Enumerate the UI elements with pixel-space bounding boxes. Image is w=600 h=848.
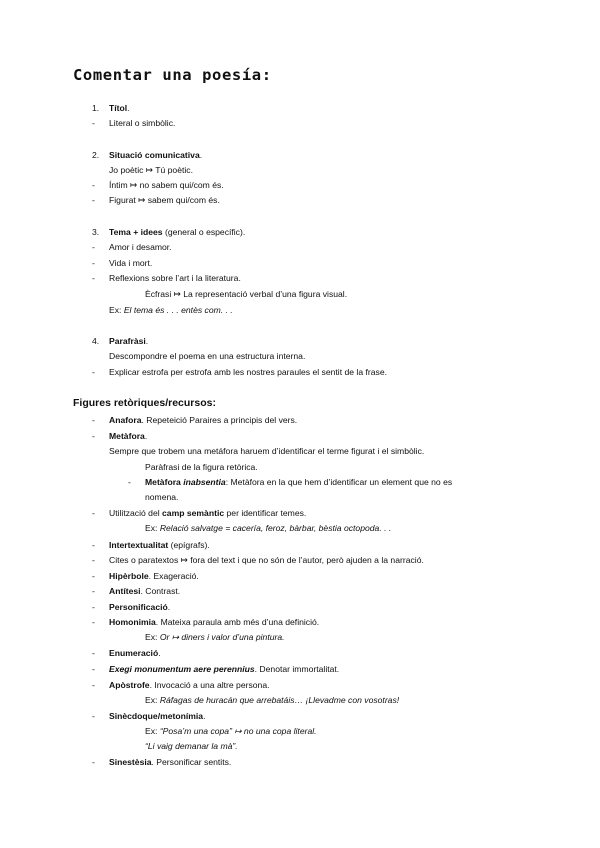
list-item: Personificació. [109,602,171,612]
section-number: 1. [92,103,100,113]
example: Ex: “Posa’m una copa” ↦ no una copa literal. [145,726,317,736]
section-heading: Títol. [109,103,130,113]
list-item: Sinècdoque/metonímia. [109,711,206,721]
list-item: Hipèrbole. Exageració. [109,571,199,581]
example: Ex: Ráfagas de huracán que arrebatáis… ¡Llevadme con vosotras! [145,695,400,705]
list-item: Anafora. Repeteició Paraires a principis del vers. [109,415,298,425]
list-item: Literal o simbòlic. [109,118,176,128]
list-item: Utilització del camp semàntic per identificar temes. [109,508,307,518]
list-item: Exegi monumentum aere perennius. Denotar immortalitat. [109,664,340,674]
figures-heading: Figures retòriques/recursos: [73,397,216,409]
section-heading: Parafràsi. [109,336,149,346]
section-number: 3. [92,227,100,237]
list-item: Reflexions sobre l’art i la literatura. [109,273,241,283]
example-continued: “Li vaig demanar la mà”. [145,741,238,751]
list-item: Sinestèsia. Personificar sentits. [109,757,232,767]
list-item: Antítesi. Contrast. [109,586,181,596]
page-title: Comentar una poesía: [73,66,272,84]
list-item: Figurat ↦ sabem qui/com és. [109,195,220,205]
section-number: 4. [92,336,100,346]
sub-list-item-continued: nomena. [145,492,179,502]
list-item: Apòstrofe. Invocació a una altre persona. [109,680,270,690]
list-item: Enumeració. [109,648,161,658]
paragraph: Sempre que trobem una metáfora haruem d’identificar el terme figurat i el simbòlic. [109,446,425,456]
document-page: Comentar una poesía: 1. Títol. - Literal o simbòlic. 2. Situació comunicativa. Jo poètic ↦ Tú poètic. - Íntim ↦ no sabem qui/com és. - Figurat ↦ sabem qui/com és. 3. Tema + idees (general o específic). - Amor i desamor. - Vida i mort. - Reflexions sobre l’art i la literatura. Ècfrasi ↦ La representació verbal d’una figura visual. Ex: El tema és . . . entès com. . . 4. Parafràsi. Descompondre el poema en una estructura interna. - Explicar estrofa per estrofa amb les nostres paraules el sentit de la frase. Figures retòriques/recursos: - Anafora. Repeteició Paraires a principis del vers. - Metàfora. Sempre que trobem una metáfora haruem d’identificar el terme figurat i el simbòlic. Paràfrasi de la figura retòrica. - Metàfora inabsentia: Metàfora en la que hem d’identificar un element que no es nomena. - Utilització del camp semàntic per identificar temes. Ex: Relació salvatge = cacería, feroz, bàrbar, bèstia octopoda. . . - Intertextualitat (epígrafs). - Cites o paratextos ↦ fora del text i que no són de l’autor, però ajuden a la narració. - Hipèrbole. Exageració. - Antítesi. Contrast. - Personificació. - Homonimia. Mateixa paraula amb més d’una definició. Ex: Or ↦ diners i valor d’una pintura. - Enumeració. - Exegi monumentum aere perennius. Denotar immortalitat. - Apòstrofe. Invocació a una altre persona. Ex: Ráfagas de huracán que arrebatáis… ¡Llevadme con vosotras! - Sinècdoque/metonímia. Ex: “Posa’m una copa” ↦ no una copa literal. “Li vaig demanar la mà”. - Sinestèsia. Personificar sentits. [73,66,453,767]
section-number: 2. [92,150,100,160]
list-item: Íntim ↦ no sabem qui/com és. [109,180,224,190]
list-item: Intertextualitat (epígrafs). [109,540,210,550]
sub-list-item: Metàfora inabsentia: Metàfora en la que hem d’identificar un element que no es [145,477,453,487]
list-item: Explicar estrofa per estrofa amb les nostres paraules el sentit de la frase. [109,367,388,377]
list-item: Amor i desamor. [109,242,172,252]
paragraph: Jo poètic ↦ Tú poètic. [109,165,193,175]
paragraph: Descompondre el poema en una estructura interna. [109,351,306,361]
example: Ex: Or ↦ diners i valor d’una pintura. [145,632,285,642]
example: Ex: El tema és . . . entès com. . . [109,305,233,315]
indented-note: Paràfrasi de la figura retòrica. [145,462,258,472]
example: Ex: Relació salvatge = cacería, feroz, bàrbar, bèstia octopoda. . . [145,523,392,533]
list-item: Homonimia. Mateixa paraula amb més d’una definició. [109,617,320,627]
section-heading: Situació comunicativa. [109,150,203,160]
indented-note: Ècfrasi ↦ La representació verbal d’una figura visual. [145,289,348,299]
section-heading: Tema + idees (general o específic). [109,227,246,237]
list-item: Vida i mort. [109,258,153,268]
list-item: Cites o paratextos ↦ fora del text i que no són de l’autor, però ajuden a la narració. [109,555,424,565]
list-item: Metàfora. [109,431,148,441]
